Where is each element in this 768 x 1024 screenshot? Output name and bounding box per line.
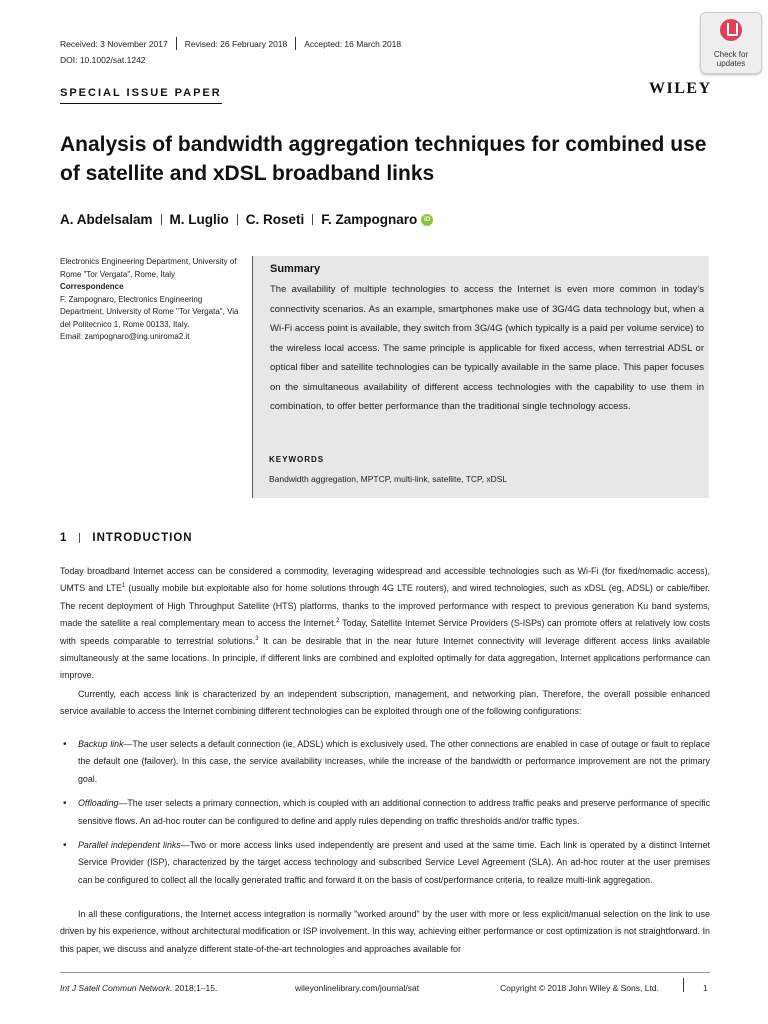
divider	[295, 37, 296, 50]
affiliation-department: Electronics Engineering Department, University of Rome "Tor Vergata", Rome, Italy	[60, 257, 237, 279]
list-item	[60, 795, 710, 830]
list-item	[60, 837, 710, 889]
divider	[237, 214, 238, 225]
footer-citation	[60, 983, 217, 993]
divider	[312, 214, 313, 225]
section-label: SPECIAL ISSUE PAPER	[60, 87, 222, 104]
summary-heading: Summary	[270, 263, 321, 275]
list-item-text: —Two or more access links used independently are present and used at the same time. Each link is operated by a distinct Internet Service Provider (ISP), characterized by the target access technology and subscribed Service Level Agreement (SLA). An ad-hoc router at the user premises can be configured to collect all the locally generated traffic and forward it on the basis of cost/performance criteria, to realize multi-link aggregation.	[78, 840, 710, 885]
footer-divider	[60, 972, 710, 973]
correspondence-email[interactable]: Email: zampognaro@ing.uniroma2.it	[60, 332, 190, 341]
intro-paragraph-3: In all these configurations, the Internet access integration is normally "worked around" by the user with more or less explicit/manual selection on the link to use driven by his experience, without architectural modification or ISP involvement. In this way, achieving either performance or cost optimization is not straightforward. In this paper, we discuss and analyze different state-of-the-art technologies and approaches available for	[60, 909, 710, 954]
article-title: Analysis of bandwidth aggregation techniques for combined use of satellite and xDSL broadband links	[60, 133, 707, 185]
publisher-logo: WILEY	[649, 80, 712, 97]
list-item-term: Offloading	[78, 798, 119, 809]
author[interactable]: C. Roseti	[245, 212, 305, 227]
list-item-text: —The user selects a primary connection, which is coupled with an additional connection to address traffic peaks and preserve performance of specific sensitive flows. An ad-hoc router can be configured to define and apply rules depending on traffic thresholds and/or traffic types.	[78, 798, 710, 826]
keywords-list: Bandwidth aggregation, MPTCP, multi-link, satellite, TCP, xDSL	[269, 474, 508, 484]
intro-paragraph-2: Currently, each access link is characterized by an independent subscription, management, and networking plan. Therefore, the overall possible enhanced service available to access the Internet combining different technologies can be exploited through one of the following configurations:	[60, 689, 710, 717]
list-item-text: —The user selects a default connection (ie, ADSL) which is exclusively used. The other connections are enabled in case of outage or fault to replace the default one (failover). In this case, the service availability increases, while the increase of the bandwidth or performance improvement are not the primary goal.	[78, 739, 710, 784]
page-number: 1	[703, 983, 708, 993]
crossmark-icon	[720, 19, 742, 41]
list-item-term: Parallel independent links	[78, 840, 181, 851]
doi[interactable]: DOI: 10.1002/sat.1242	[60, 55, 146, 65]
affiliation-block	[60, 256, 245, 344]
citation-ref[interactable]: 2	[336, 618, 340, 625]
citation-details: 2018;1–15.	[172, 983, 218, 993]
divider	[79, 533, 80, 543]
section-title: INTRODUCTION	[92, 532, 193, 544]
check-for-updates-label: Check for updates	[713, 50, 749, 68]
author[interactable]: A. Abdelsalam	[60, 212, 153, 227]
section-number: 1	[60, 532, 68, 544]
divider	[683, 978, 684, 992]
intro-paragraph-1	[60, 563, 710, 685]
accepted-date: Accepted: 16 March 2018	[304, 38, 402, 49]
correspondence-address: F. Zampognaro, Electronics Engineering Department, University of Rome "Tor Vergata", Via del Politecnico 1, Rome 00133, Italy.	[60, 294, 239, 329]
text-run: It can be desirable that in the near future Internet connectivity will leverage different access links available simultaneously at the same locations. In principle, if different links are combined and exploited optimally for data aggregation, Internet applications performance can improve.	[60, 635, 711, 681]
article-dates	[60, 37, 401, 50]
configuration-list	[60, 736, 710, 896]
text-run: Today broadband Internet access can be considered a commodity, leveraging widespread and accessible technologies such as Wi-Fi (for fixed/nomadic access), UMTS and LTE	[60, 566, 710, 594]
citation-ref[interactable]: 1	[121, 583, 126, 590]
keywords-heading: KEYWORDS	[269, 455, 325, 464]
divider	[161, 214, 162, 225]
author[interactable]: M. Luglio	[169, 212, 229, 227]
divider	[176, 37, 177, 50]
list-item	[60, 736, 710, 788]
journal-url[interactable]: wileyonlinelibrary.com/journal/sat	[295, 983, 420, 993]
text-run: (usually mobile but exploitable also for home solutions through 4G LTE routers), and wired technologies, such as xDSL (eg, ADSL) or cable/fiber. The recent deployment of High Throughput Satellite (HTS) platforms, thanks to the improved performance with respect to previous generation Ku band systems, made the satellite a real complementary mean to access the Internet.	[60, 583, 711, 629]
check-for-updates-button[interactable]	[700, 12, 762, 74]
copyright: Copyright © 2018 John Wiley & Sons, Ltd.	[500, 983, 659, 993]
section-heading	[60, 532, 193, 544]
author-list	[60, 212, 433, 227]
summary-text: The availability of multiple technologies to access the Internet is even more common in today's connectivity scenarios. As an example, smartphones make use of 3G/4G data technology but, when a Wi-Fi access point is available, they switch from 3G/4G (which typically is a paid per volume service) to the wireless local access. The same principle is applicable for fixed access, when terrestrial ADSL or optical fiber and satellite technologies can be typically available in the same place. This paper focuses on the simultaneous availability of different access technologies with the capability to use them in combination, to offer better performance than the traditional single technology access.	[270, 284, 704, 412]
citation-ref[interactable]: 3	[255, 635, 259, 642]
author[interactable]: F. Zampognaro	[321, 212, 418, 227]
journal-name: Int J Satell Commun Network.	[60, 983, 173, 993]
correspondence-heading: Correspondence	[60, 282, 124, 291]
revised-date: Revised: 26 February 2018	[184, 38, 288, 49]
text-run: Today, Satellite Internet Service Providers (S-ISPs) can promote offers at relatively low costs with speeds comparable to terrestrial solutions.	[60, 618, 710, 646]
orcid-icon[interactable]: iD	[421, 214, 433, 226]
received-date: Received: 3 November 2017	[60, 38, 168, 49]
list-item-term: Backup link	[78, 739, 124, 749]
